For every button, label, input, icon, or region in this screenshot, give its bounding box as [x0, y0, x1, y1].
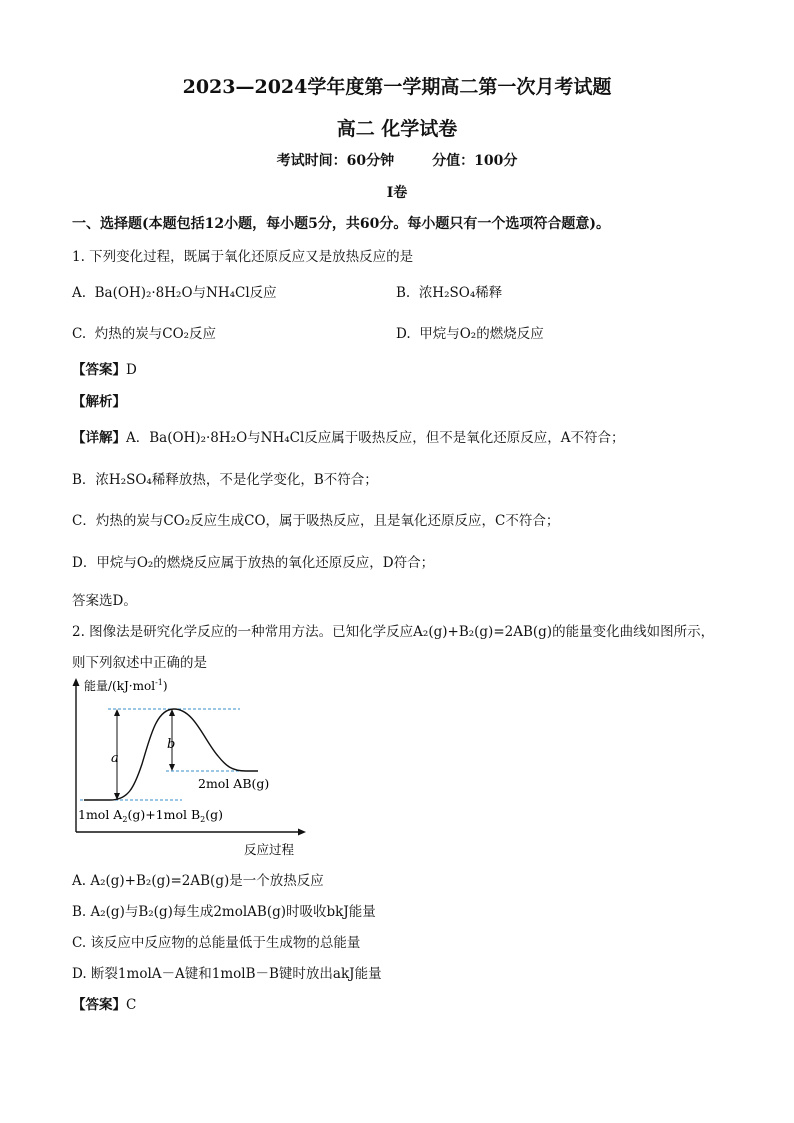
- exam-score: 分值：100分: [432, 153, 518, 169]
- q1-conclusion: 答案选D。: [72, 593, 137, 609]
- q1-detail-c: C．灼热的炭与CO₂反应生成CO，属于吸热反应，且是氧化还原反应，C不符合；: [72, 513, 560, 529]
- arrow-b-head-bottom: [169, 764, 175, 771]
- q1-option-b-prefix: B.: [396, 285, 411, 301]
- q1-detail-d: D．甲烷与O₂的燃烧反应属于放热的氧化还原反应，D符合；: [72, 555, 435, 571]
- q1-answer-value: D: [126, 362, 137, 378]
- reactant-label: 1mol $A_2(g)+1mol$ $B_2(g)$: [78, 807, 224, 824]
- q1-option-a-prefix: A.: [72, 285, 87, 301]
- q1-option-c-prefix: C.: [72, 326, 87, 342]
- q2-option-b: B. A₂(g)与B₂(g)每生成2molAB(g)时吸收bkJ能量: [72, 904, 376, 920]
- q2-stem-line1: 2. 图像法是研究化学反应的一种常用方法。已知化学反应A₂(g)+B₂(g)=2AB(g)的能量变化曲线如图所示，: [72, 624, 715, 640]
- section-title: 一、选择题(本题包括12小题，每小题5分，共60分。每小题只有一个选项符合题意)。: [72, 216, 610, 232]
- q1-option-d-text: 甲烷与O₂的燃烧反应: [419, 326, 544, 342]
- x-axis-arrow: [298, 829, 306, 836]
- q1-answer-label: 【答案】: [72, 362, 126, 378]
- q1-option-a-text: Ba(OH)₂·8H₂O与NH₄Cl反应: [94, 285, 277, 301]
- exam-info: [0, 150, 794, 170]
- q1-option-c: [72, 322, 216, 342]
- exam-subtitle: 高二 化学试卷: [336, 118, 458, 140]
- y-axis-arrow: [73, 678, 80, 686]
- q2-stem-line2: 则下列叙述中正确的是: [72, 655, 207, 671]
- q1-option-c-text: 灼热的炭与CO₂反应: [94, 326, 217, 342]
- q2-answer: [72, 993, 136, 1013]
- x-axis-label: 反应过程: [244, 842, 295, 857]
- q2-option-d: D. 断裂1molA－A键和1molB－B键时放出akJ能量: [72, 966, 382, 982]
- q2-option-c: C. 该反应中反应物的总能量低于生成物的总能量: [72, 935, 361, 951]
- q1-option-b: [396, 281, 502, 301]
- arrow-a-head-top: [114, 709, 120, 716]
- energy-diagram: [70, 676, 310, 860]
- q1-analysis-label: 【解析】: [72, 394, 126, 410]
- q1-option-d-prefix: D.: [396, 326, 411, 342]
- q2-answer-label: 【答案】: [72, 997, 126, 1013]
- exam-title: 2023—2024学年度第一学期高二第一次月考试题: [182, 76, 612, 98]
- label-b: b: [167, 737, 176, 752]
- q1-detail-label: 【详解】: [72, 430, 126, 446]
- q1-option-b-text: 浓H₂SO₄稀释: [418, 285, 503, 301]
- q1-detail-a-text: A．Ba(OH)₂·8H₂O与NH₄Cl反应属于吸热反应，但不是氧化还原反应，A不符合；: [126, 430, 625, 446]
- q1-option-a: [72, 281, 277, 301]
- q1-detail-b: B．浓H₂SO₄稀释放热，不是化学变化，B不符合；: [72, 472, 378, 488]
- product-label: 2mol AB(g): [198, 776, 270, 791]
- q1-analysis: [72, 390, 126, 410]
- y-axis-label: 能量/(kJ·mol$^{-1}$): [84, 678, 168, 693]
- label-a: a: [111, 751, 119, 766]
- volume-label: I卷: [386, 185, 408, 201]
- q1-answer: [72, 358, 137, 378]
- q1-detail-a: [72, 426, 625, 446]
- q2-answer-value: C: [126, 997, 137, 1013]
- q1-option-d: [396, 322, 544, 342]
- q1-stem: 1. 下列变化过程，既属于氧化还原反应又是放热反应的是: [72, 249, 414, 265]
- q2-option-a: A. A₂(g)+B₂(g)=2AB(g)是一个放热反应: [72, 873, 324, 889]
- exam-time: 考试时间：60分钟: [276, 153, 395, 169]
